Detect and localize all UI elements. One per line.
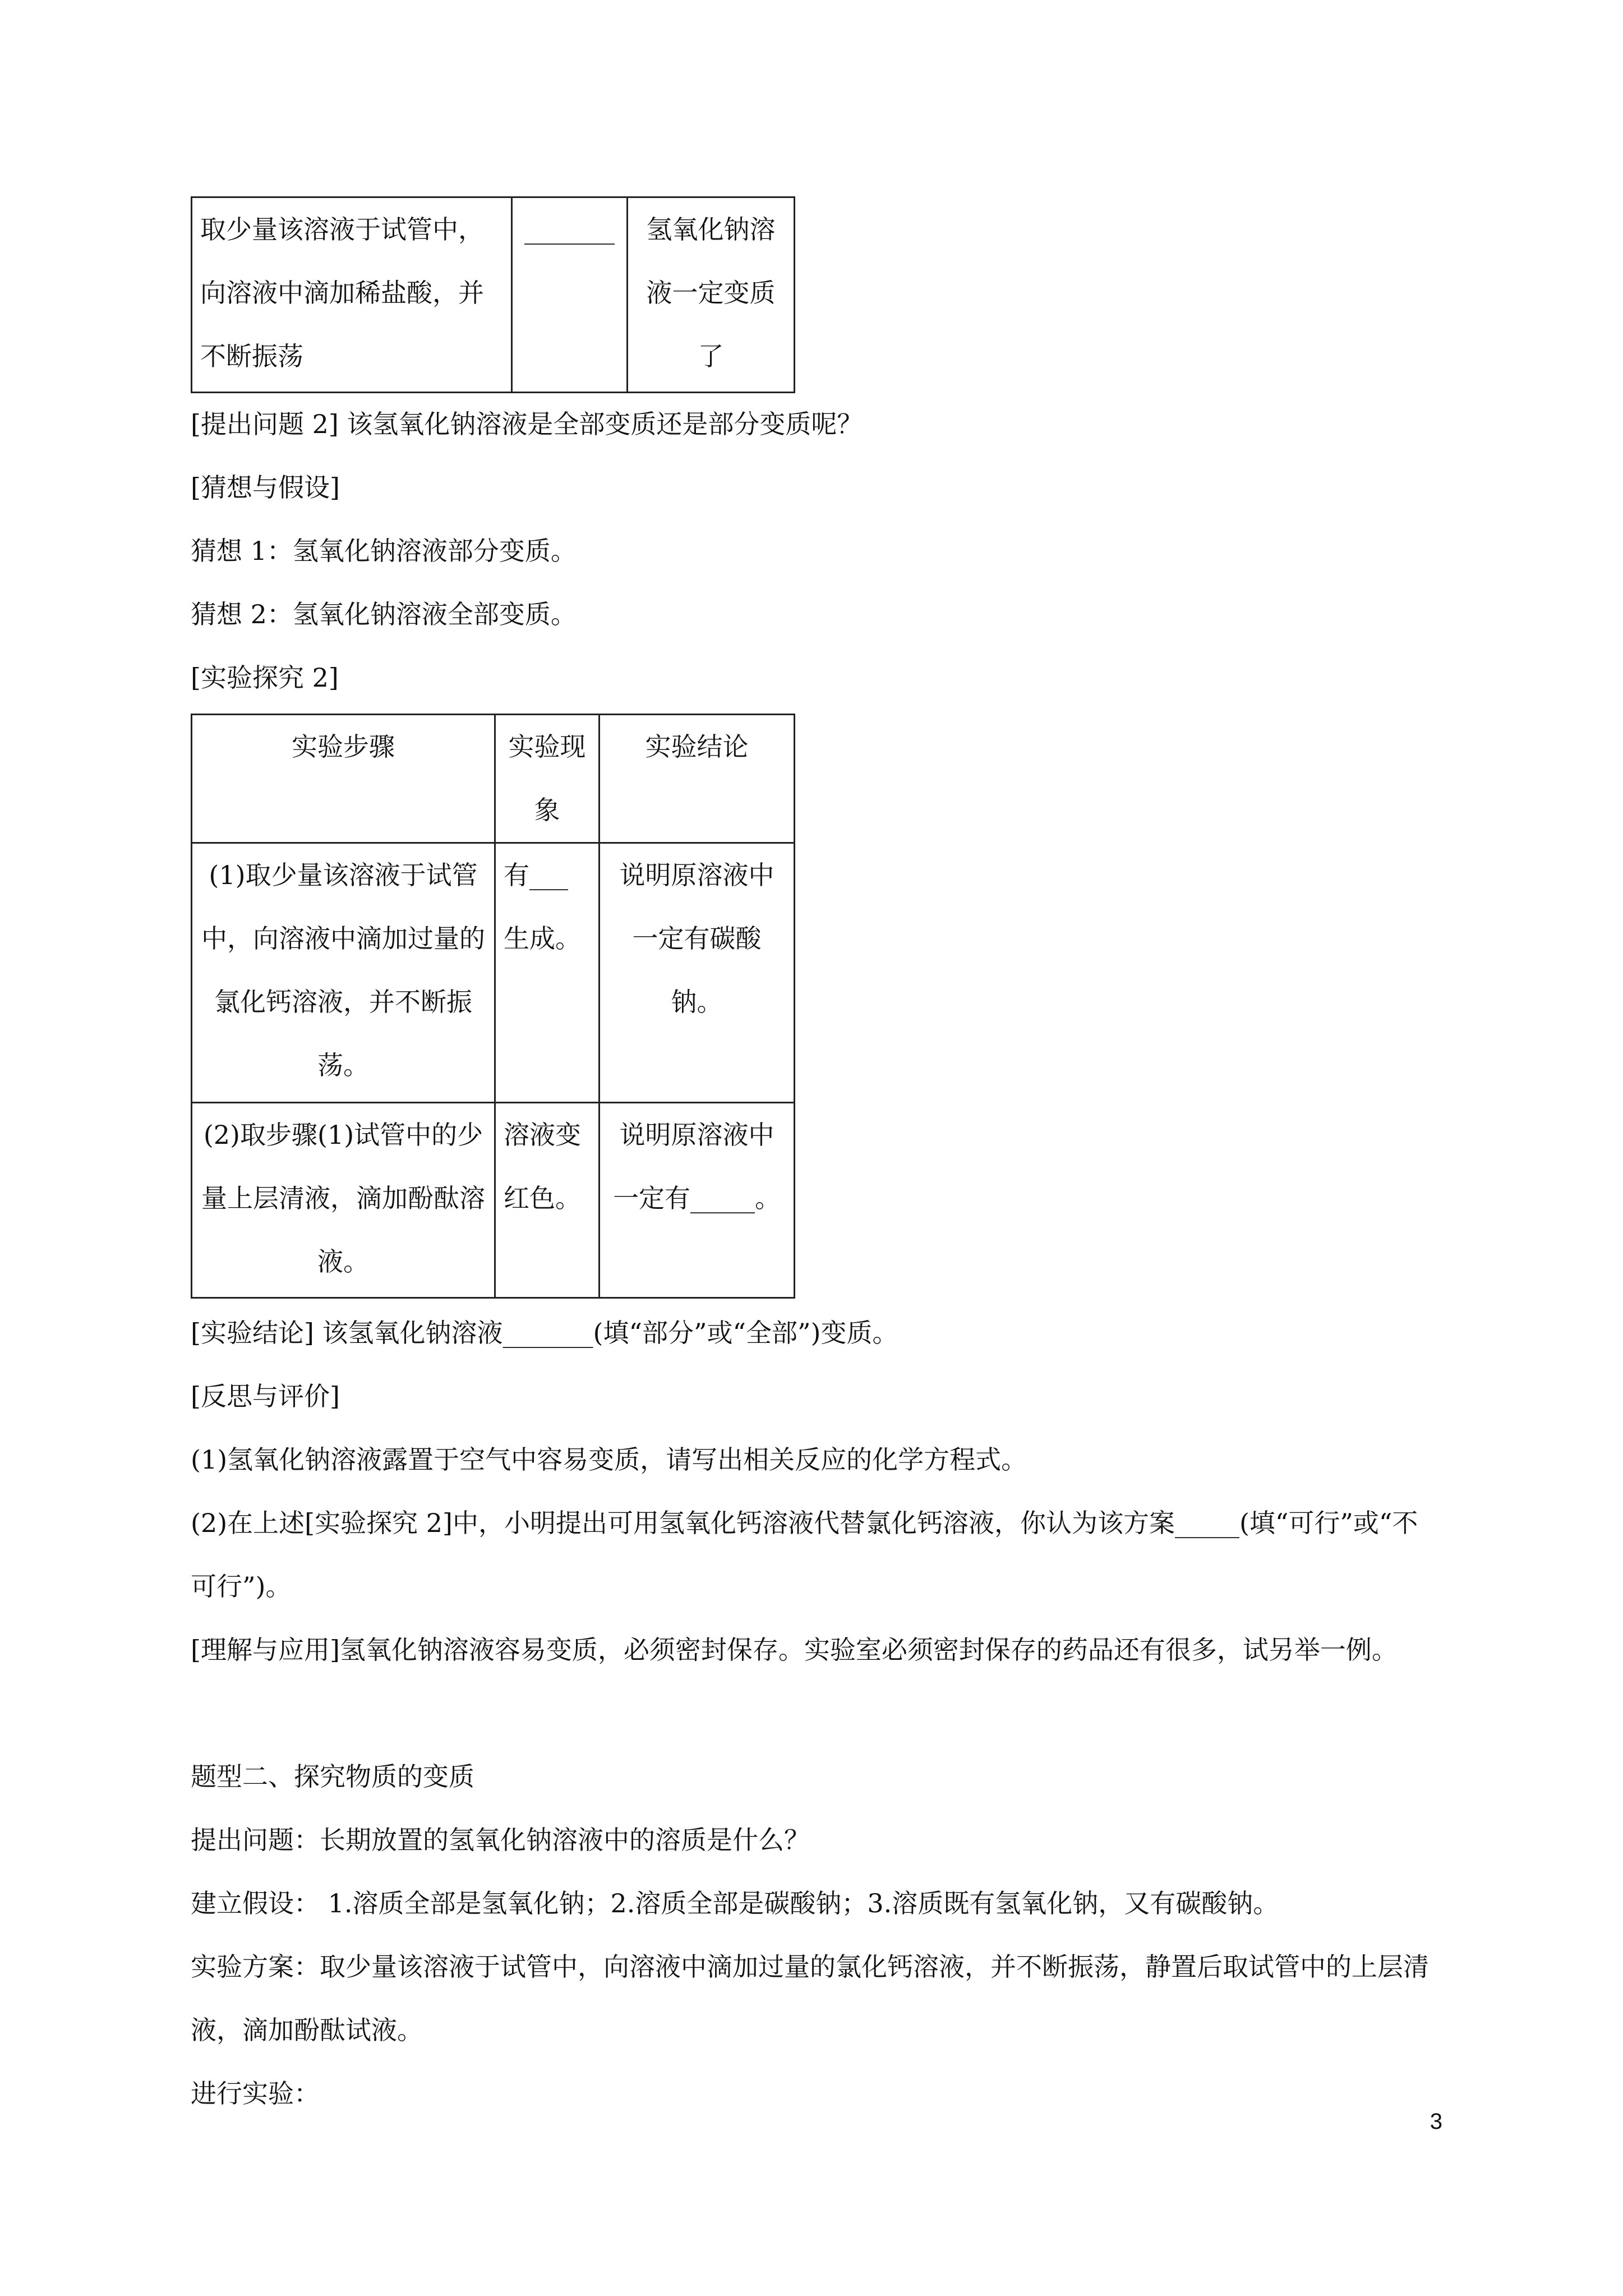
page-number: 3: [1430, 2109, 1442, 2134]
table-header-cell: 实验现象: [495, 715, 600, 843]
table-row: [192, 197, 795, 393]
table-header-row: [192, 715, 795, 843]
reflection-2: (2)在上述[实验探究 2]中，小明提出可用氢氧化钙溶液代替氯化钙溶液，你认为该方案_____(填“可行”或“不可行”)。: [191, 1508, 1418, 1602]
table-cell: (2)取步骤(1)试管中的少量上层清液，滴加酚酞溶液。: [192, 1103, 495, 1298]
table-cell: _______: [512, 197, 628, 393]
table-cell: 氢氧化钠溶液一定变质了: [628, 197, 795, 393]
type-2-title: 题型二、探究物质的变质: [191, 1761, 474, 1792]
build-hypothesis: 建立假设： 1.溶质全部是氢氧化钠；2.溶质全部是碳酸钠；3.溶质既有氢氧化钠，又有碳酸钠。: [191, 1888, 1279, 1918]
table-cell: 有___生成。: [495, 843, 600, 1103]
table-header-cell: 实验结论: [600, 715, 795, 843]
table-cell: 取少量该溶液于试管中，向溶液中滴加稀盐酸，并不断振荡: [192, 197, 512, 393]
experiment-conclusion: [实验结论] 该氢氧化钠溶液_______(填“部分”或“全部”)变质。: [191, 1318, 898, 1348]
reflection-1: (1)氢氧化钠溶液露置于空气中容易变质，请写出相关反应的化学方程式。: [191, 1444, 1027, 1475]
hypothesis-2: 猜想 2：氢氧化钠溶液全部变质。: [191, 599, 577, 629]
reflection-heading: [反思与评价]: [191, 1381, 340, 1411]
do-experiment: 进行实验：: [191, 2078, 320, 2109]
application: [理解与应用]氢氧化钠溶液容易变质，必须密封保存。实验室必须密封保存的药品还有很多，试另举一例。: [191, 1635, 1398, 1665]
question-2: [提出问题 2] 该氢氧化钠溶液是全部变质还是部分变质呢？: [191, 409, 863, 439]
table-row: [192, 1103, 795, 1298]
hypothesis-heading: [猜想与假设]: [191, 472, 340, 503]
table-row: [192, 843, 795, 1103]
experiment-table-1: [191, 196, 795, 393]
experiment-table-2: [191, 714, 795, 1299]
table-cell: 说明原溶液中一定有碳酸钠。: [600, 843, 795, 1103]
table-cell: (1)取少量该溶液于试管中，向溶液中滴加过量的氯化钙溶液，并不断振荡。: [192, 843, 495, 1103]
experiment-plan: 实验方案：取少量该溶液于试管中，向溶液中滴加过量的氯化钙溶液，并不断振荡，静置后取试管中的上层清液，滴加酚酞试液。: [191, 1952, 1429, 2045]
pose-question: 提出问题：长期放置的氢氧化钠溶液中的溶质是什么？: [191, 1825, 810, 1855]
table-header-cell: 实验步骤: [192, 715, 495, 843]
hypothesis-1: 猜想 1：氢氧化钠溶液部分变质。: [191, 536, 577, 566]
table-cell: 说明原溶液中一定有_____。: [600, 1103, 795, 1298]
explore-2-heading: [实验探究 2]: [191, 662, 339, 693]
table-cell: 溶液变红色。: [495, 1103, 600, 1298]
